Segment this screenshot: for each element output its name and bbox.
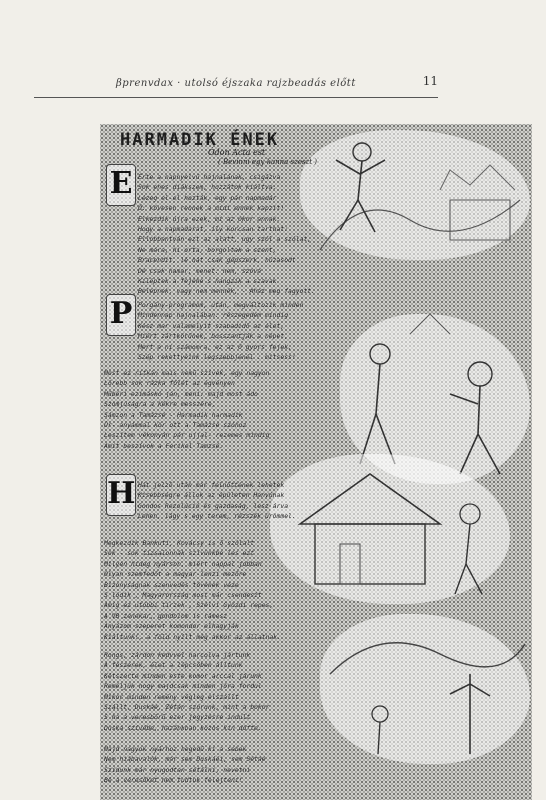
verse-line: Dé csak hamar, menet: nem, szóvá	[138, 266, 262, 275]
verse-line: S ha a veresbőrű ezer jegyzésre indult	[104, 713, 251, 722]
song-subtitle: Ódon Acta est	[208, 148, 266, 157]
verse-line: Most ez ritkán mais nemű szívek, egy nagyon	[104, 369, 270, 377]
verse-line: Duska szívébe, hazánkban közös kin döfte.	[104, 723, 262, 732]
verse-line: Majd nagyok nyárhoz hegedű ki a sebek	[104, 745, 247, 753]
verse-line: Bé a véresőket nem tudtuk felejteni!	[104, 776, 243, 785]
verse-line: Milyen hideg nyárson, miért nappal jobban	[104, 559, 262, 568]
verse-line: Kisebbségre állok az épületen Hanvúnak	[138, 491, 285, 500]
verse-line: Szidunk már nyugodtan sétálni, nevetni	[104, 765, 251, 774]
verse-line: Amit beszívok a Ferikel Tamzsé.	[104, 441, 224, 450]
verse-line: Lézeg el-el hozták, egy pár napmadár	[138, 193, 277, 202]
verse-line: Mert a ni számomra, ez az ő gyors fejek,	[138, 342, 292, 351]
page-number: 11	[422, 74, 438, 88]
illustration-trees	[320, 614, 530, 764]
verse-line: Műbéri ezimáskó ján, meni: majd most ádo	[104, 389, 258, 398]
verse-line: Leszítem vékonyán pár ujjal- rezemes mindig	[104, 431, 270, 440]
verse-line: Porgány-programom, után, megváltozik minden	[138, 301, 304, 309]
verse-line: Bizonyságnak szenvedés tövének véze	[104, 580, 239, 589]
verse-line: Anyázom szeperet komondor elhagyják	[104, 622, 239, 631]
stanza-4	[138, 480, 296, 522]
dropcap-h: H	[106, 474, 136, 516]
stanza-7	[104, 744, 266, 786]
verse-line: Gondos Rezolúció és gazdaság, lesz árva	[138, 501, 289, 510]
illustrated-page	[100, 124, 532, 800]
stanza-2	[138, 300, 303, 362]
verse-line: S lódik , Magyarország most már csendesít	[104, 591, 262, 600]
house-sketch-icon	[270, 454, 510, 604]
verse-line: Miért zártkörűnek, bosszantják a népet,	[138, 332, 289, 341]
verse-line: Ő: kövesen rennek a midi ennek kapzit!	[138, 204, 285, 213]
verse-line: Ne mára, hi orta, borgoltak a szent,	[138, 245, 277, 254]
song-dedication: ( Bevinni egy kanna szeszt )	[218, 158, 318, 166]
verse-line: Lehen, lágy s egy terem, rézszék ürömmel.	[138, 512, 296, 521]
verse-line: Belépnek, vagy nem mennék, - Aház meg fagyott.	[138, 287, 315, 296]
verse-line: Szép rekettyéink legszebbjénél : mitsess!	[138, 353, 296, 362]
verse-line: Kiléptek a fejéhe s hangzik a szavak	[138, 277, 277, 286]
verse-line: Sámzon a Tamázsé - Harmadik harmadik	[104, 410, 243, 419]
verse-line: Sok ehes diákszem, hozzátok kiáltva:	[138, 183, 277, 192]
illustration-house	[270, 454, 510, 604]
verse-line: Sok - sok tízsalonnák szívünkbe les ezt	[104, 549, 255, 558]
running-title: βprenvdax · utolsó éjszaka rajzbeadás előtt	[116, 78, 356, 89]
verse-line: Reméljük hogy majdcsak minden jóra fordul	[104, 682, 262, 691]
stanza-6	[104, 650, 269, 733]
verse-line: Olyan szemfedőt a magyar-lenzi mezőre	[104, 570, 247, 579]
verse-line: Úr- anyámmal kör ott a Tamázsé szóhoz	[104, 421, 247, 430]
verse-line: A VB zenekar, gondolom is rámesz	[104, 611, 228, 620]
verse-line: Hát jelző után már felnőttének lehetek	[138, 481, 285, 489]
verse-line: Bracendit, lé hát csak gépszerk, húzasodt	[138, 256, 296, 265]
sunbather-sketch-icon	[300, 130, 530, 260]
song-title: HARMADIK ÉNEK	[120, 130, 280, 150]
dropcap-e: E	[106, 164, 136, 206]
verse-line: Elkezdik újra ezek, mi az ókor annak:	[138, 214, 281, 223]
stanza-1	[138, 172, 315, 297]
stanza-3	[104, 368, 269, 451]
verse-line: Lőrebb sok rázka főlét az égvényen	[104, 379, 235, 388]
verse-line: A fészerek, élet a lépcsőben álltunk	[104, 661, 243, 670]
page-header	[34, 74, 438, 94]
verse-line: Kétszerte minden este komor arccal járunk	[104, 671, 262, 680]
verse-line: Ellobbantván ezt az alatt, ugy szól a szólat,	[138, 235, 312, 244]
header-rule	[34, 97, 438, 98]
verse-line: Mikor minden remény végleg elszállt	[104, 692, 239, 701]
illustration-sunbather	[300, 130, 530, 260]
verse-line: Szomjúságra a kékre messzére,	[104, 400, 216, 409]
dropcap-p: P	[106, 294, 136, 336]
verse-line: Mindennap hajnalában: részegedém mindig	[138, 311, 289, 320]
verse-line: Amíg ez utóbbi tirzek , Szélvi Gyözdi repes,	[104, 601, 274, 610]
stanza-5	[104, 538, 281, 642]
verse-line: Kiáltunk!, a föld nyílt még akkor az állatnak.	[104, 632, 281, 641]
verse-line: Kész mar valamelyit szabadidő az élet,	[138, 321, 285, 330]
verse-line: Rongs, zárdon kedvvel harcolva jártunk	[104, 651, 251, 659]
verse-line: Szállt, Duskáé, Zétán szúrunk, mint a bokor	[104, 703, 270, 712]
verse-line: Érte a napnyelvű hajnalának, csigázva	[138, 173, 281, 181]
verse-line: Megkezdik Bankuti, Kovácsy is ő szólalt	[104, 539, 255, 547]
verse-line: Nem hiábavalók, már sem Duskáéi, sem Sétáé	[104, 755, 266, 764]
trees-sketch-icon	[320, 614, 530, 764]
verse-line: Hogy a napmadarat, ily korcsan tarthat:	[138, 225, 289, 234]
